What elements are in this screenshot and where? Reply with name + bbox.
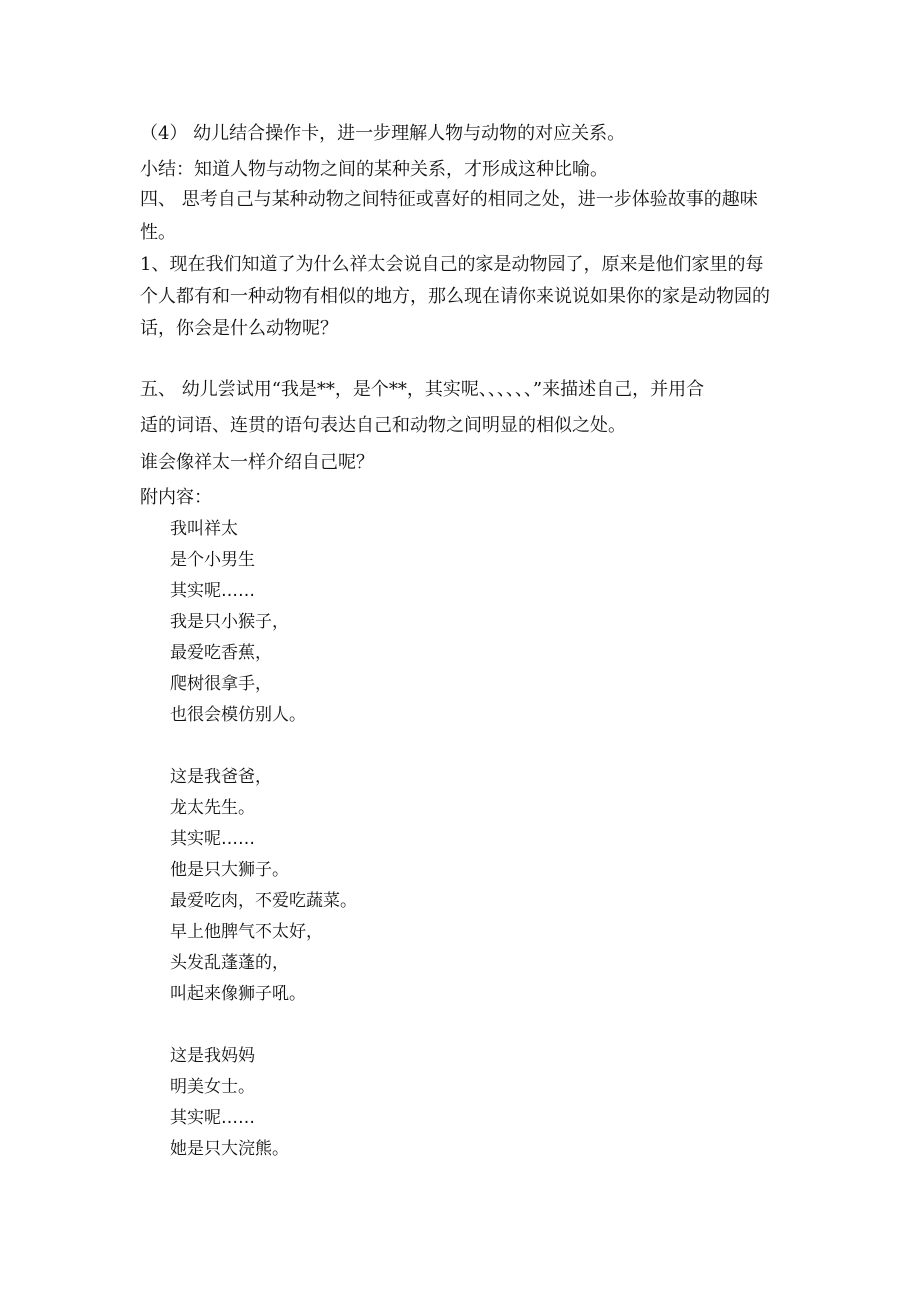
- poem-line: 最爱吃香蕉，: [170, 643, 272, 663]
- poem-line: 明美女士。: [170, 1077, 255, 1097]
- poem-line: 龙太先生。: [170, 798, 255, 818]
- poem-line: 也很会模仿别人。: [170, 705, 306, 725]
- paragraph-section-5-line-1: 五、 幼儿尝试用“我是**，是个**，其实呢、、、、、、”来描述自己，并用合: [140, 379, 705, 400]
- poem-line: 早上他脾气不太好，: [170, 922, 323, 942]
- paragraph-question-line-3: 话，你会是什么动物呢？: [140, 318, 338, 339]
- stanza-spacer: [170, 731, 770, 762]
- poem-line: 其实呢……: [170, 829, 255, 849]
- paragraph-section-5-line-2: 适的词语、连贯的语句表达自己和动物之间明显的相似之处。: [140, 415, 626, 436]
- poem-line: 这是我爸爸，: [170, 767, 272, 787]
- poem-line: 她是只大浣熊。: [170, 1139, 289, 1159]
- paragraph-question-line-2: 个人都有和一种动物有相似的地方，那么现在请你来说说如果你的家是动物园的: [140, 286, 770, 307]
- paragraph-summary: 小结：知道人物与动物之间的某种关系，才形成这种比喻。: [140, 159, 608, 180]
- paragraph-section-4-line-1: 四、 思考自己与某种动物之间特征或喜好的相同之处，进一步体验故事的趣味: [140, 189, 758, 210]
- poem-line: 我叫祥太: [170, 519, 238, 539]
- appendix-poem: [170, 514, 770, 1165]
- paragraph-prompt: 谁会像祥太一样介绍自己呢？: [140, 452, 374, 473]
- poem-line: 爬树很拿手，: [170, 674, 272, 694]
- paragraph-step-4: （4） 幼儿结合操作卡，进一步理解人物与动物的对应关系。: [140, 123, 626, 144]
- poem-line: 其实呢……: [170, 1108, 255, 1128]
- paragraph-question-line-1: 1、现在我们知道了为什么祥太会说自己的家是动物园了，原来是他们家里的每: [140, 254, 764, 275]
- poem-line: 这是我妈妈: [170, 1046, 255, 1066]
- poem-line: 头发乱蓬蓬的，: [170, 953, 289, 973]
- poem-line: 我是只小猴子，: [170, 612, 289, 632]
- stanza-spacer: [170, 1010, 770, 1041]
- poem-line: 叫起来像狮子吼。: [170, 984, 306, 1004]
- paragraph-appendix-label: 附内容：: [140, 487, 212, 508]
- poem-line: 是个小男生: [170, 550, 255, 570]
- poem-line: 最爱吃肉，不爱吃蔬菜。: [170, 891, 357, 911]
- poem-line: 其实呢……: [170, 581, 255, 601]
- paragraph-section-4-line-2: 性。: [140, 222, 176, 243]
- poem-line: 他是只大狮子。: [170, 860, 289, 880]
